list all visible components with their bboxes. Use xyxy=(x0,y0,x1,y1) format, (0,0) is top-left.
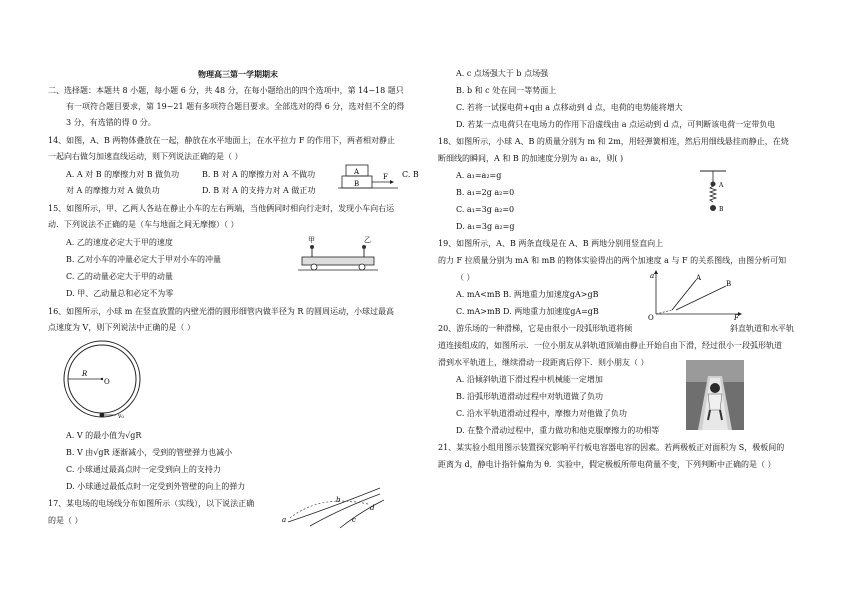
q18-ball-b-label: B xyxy=(719,206,724,213)
q15-stem-line2: 动．下列说法不正确的是（车与地面之间无摩擦）（ ） xyxy=(48,220,239,229)
q19-axis-a-label: a xyxy=(650,272,655,280)
q21-stem-line1: 21、某实验小组用图示装置探究影响平行板电容器电容的因素。若两极板正对面积为 S，极板间的 xyxy=(438,443,785,452)
q14-block-b-label: B xyxy=(354,180,360,188)
q18-option-a: A. a₁=a₂=g xyxy=(456,171,502,180)
q17-point-b-label: b xyxy=(336,496,341,504)
q17-stem-line2: 的是（ ） xyxy=(48,516,83,525)
q16-option-b: B. V 由√gR 逐渐减小，受到的管壁弹力也减小 xyxy=(66,448,233,457)
q20-option-d: D. 在整个滑动过程中，重力做功和他克服摩擦力的功相等 xyxy=(456,426,660,435)
q16-center-label: O xyxy=(104,378,110,386)
q16-velocity-label: v₀ xyxy=(118,413,124,420)
q18-option-b: B. a₁=2g a₂=0 xyxy=(456,188,515,197)
q15-option-b: B. 乙对小车的冲量必定大于甲对小车的冲量 xyxy=(66,255,221,264)
q19-option-ab: A. mA<mB B. 两地重力加速度gA>gB xyxy=(456,290,599,299)
q18-spring-figure xyxy=(696,168,736,226)
section-instructions-line2: 有一项符合题目要求，第 19~21 题有多项符合题目要求。全部选对的得 6 分，选对但不全的得 xyxy=(66,102,405,111)
q17-field-lines-figure xyxy=(280,482,390,530)
q21-stem-line2: 距离为 d，静电计指针偏角为 θ．实验中，假定极板所带电荷量不变，下列判断中正确的是（ ） xyxy=(438,460,776,469)
q18-option-d: D. a₁=3g a₂=g xyxy=(456,222,515,231)
q19-stem-line2: 的力 F 拉质量分别为 mA 和 mB 的物体实验得出的两个加速度 a 与 F 的关系图线，由图分析可知 xyxy=(438,256,787,265)
q19-origin-label: O xyxy=(648,314,654,320)
q17-option-c: C. 若将一试探电荷+q由 a 点移动到 d 点，电荷的电势能将增大 xyxy=(456,103,683,112)
q19-stem-line1: 19、如图所示，A、B 两条直线是在 A、B 两地分别用竖直向上 xyxy=(438,239,664,248)
q17-point-c-label: c xyxy=(352,516,356,524)
section-instructions-line1: 二、选择题：本题共 8 小题，每小题 6 分，共 48 分，在每小题给出的四个选项中，第 14~18 题只 xyxy=(48,86,404,95)
q14-blocks-figure xyxy=(338,162,400,192)
q15-person-yi-label: 乙 xyxy=(364,236,371,244)
q14-option-d: D. B 对 A 的支持力对 A 做正功 xyxy=(202,186,316,195)
q14-option-a: A. A 对 B 的摩擦力对 B 做负功 xyxy=(66,170,180,179)
q15-person-jia-label: 甲 xyxy=(308,236,315,244)
q20-stem-line3: 滑到水平轨道上，继续滑动一段距离后停下．则小朋友（ ） xyxy=(438,358,649,367)
q16-stem-line1: 16、如图所示，小球 m 在竖直放置的内壁光滑的圆形细管内做半径为 R 的圆周运动，小球过最高 xyxy=(48,307,394,316)
q14-option-b: B. B 对 A 的摩擦力对 A 不做功 xyxy=(202,170,316,179)
q16-stem-line2: 点速度为 V，则下列说法中正确的是（ ） xyxy=(48,323,195,332)
q15-cart-figure xyxy=(298,233,380,275)
q19-axis-f-label: F xyxy=(734,314,739,320)
q20-slide-photo xyxy=(686,360,744,430)
q20-stem-line2: 道连接组成的，如图所示．一位小朋友从斜轨道顶端由静止开始自由下滑，经过很小一段弧形轨道 xyxy=(438,341,782,350)
q14-option-c-tag: C. B xyxy=(402,170,419,179)
q19-graph-figure xyxy=(646,270,746,320)
q17-option-a: A. c 点场强大于 b 点场强 xyxy=(456,69,549,78)
q15-option-d: D. 甲、乙动量总和必定不为零 xyxy=(66,289,174,298)
q17-point-a-label: a xyxy=(282,516,287,524)
q14-stem-line1: 14、如图，A、B 两物体叠放在一起，静放在水平地面上，在水平拉力 F 的作用下，两者相对静止 xyxy=(48,136,396,145)
q15-stem-line1: 15、如图所示，甲、乙两人各站在静止小车的左右两端，当他俩同时相向行走时，发现小车向右运 xyxy=(48,204,395,213)
section-instructions-line3: 3 分，有选错的得 0 分。 xyxy=(66,118,156,127)
q20-stem-line1: 20、游乐场的一种滑梯，它是由很小一段弧形轨道将倾 xyxy=(438,324,633,333)
q20-option-b: B. 沿弧形轨道滑动过程中对轨道做了负功 xyxy=(456,392,603,401)
q18-stem-line1: 18、如图所示，小球 A、B 的质量分别为 m 和 2m，用轻弹簧相连，然后用细线悬挂而静止，在烧 xyxy=(438,137,789,146)
q18-option-c: C. a₁=3g a₂=0 xyxy=(456,205,515,214)
q17-point-d-label: d xyxy=(370,504,375,512)
q17-option-b: B. b 和 c 处在同一等势面上 xyxy=(456,86,557,95)
q17-stem-line1: 17、某电场的电场线分布如图所示（实线），以下说法正确 xyxy=(48,499,255,508)
q16-radius-label: R xyxy=(82,370,88,378)
q18-stem-line2: 断细线的瞬间，A 和 B 的加速度分别为 a₁ a₂，则( ) xyxy=(438,154,624,163)
q19-line-b-label: B xyxy=(726,280,732,288)
q20-stem-line1-tail: 斜直轨道和水平轨 xyxy=(730,324,794,333)
q16-option-c: C. 小球通过最高点时一定受到向上的支持力 xyxy=(66,465,221,474)
q19-option-cd: C. mA>mB D. 两地重力加速度gA=gB xyxy=(456,307,599,316)
q20-option-c: C. 沿水平轨道滑动过程中，摩擦力对他做了负功 xyxy=(456,409,627,418)
q16-option-d: D. 小球通过最低点时一定受到外管壁的向上的弹力 xyxy=(66,482,246,491)
q14-stem-line2: 一起向右做匀加速直线运动，则下列说法正确的是（ ） xyxy=(48,152,243,161)
q19-stem-line3: （ ） xyxy=(456,273,475,282)
q14-option-c: 对 A 的摩擦力对 A 做负功 xyxy=(66,186,160,195)
page-title: 物理高三第一学期期末 xyxy=(198,69,278,79)
q14-block-a-label: A xyxy=(354,168,360,176)
q15-option-c: C. 乙的动量必定大于甲的动量 xyxy=(66,272,173,281)
q17-option-d: D. 若某一点电荷只在电场力的作用下沿虚线由 a 点运动到 d 点，可判断该电荷一定带负电 xyxy=(456,120,776,129)
q18-ball-a-label: A xyxy=(719,182,724,189)
q14-force-label: F xyxy=(383,173,388,181)
q16-circular-tube-figure xyxy=(58,337,148,425)
q19-line-a-label: A xyxy=(696,274,702,282)
q20-option-a: A. 沿倾斜轨道下滑过程中机械能一定增加 xyxy=(456,375,603,384)
q16-option-a: A. V 的最小值为√gR xyxy=(66,431,142,440)
q15-option-a: A. 乙的速度必定大于甲的速度 xyxy=(66,238,173,247)
